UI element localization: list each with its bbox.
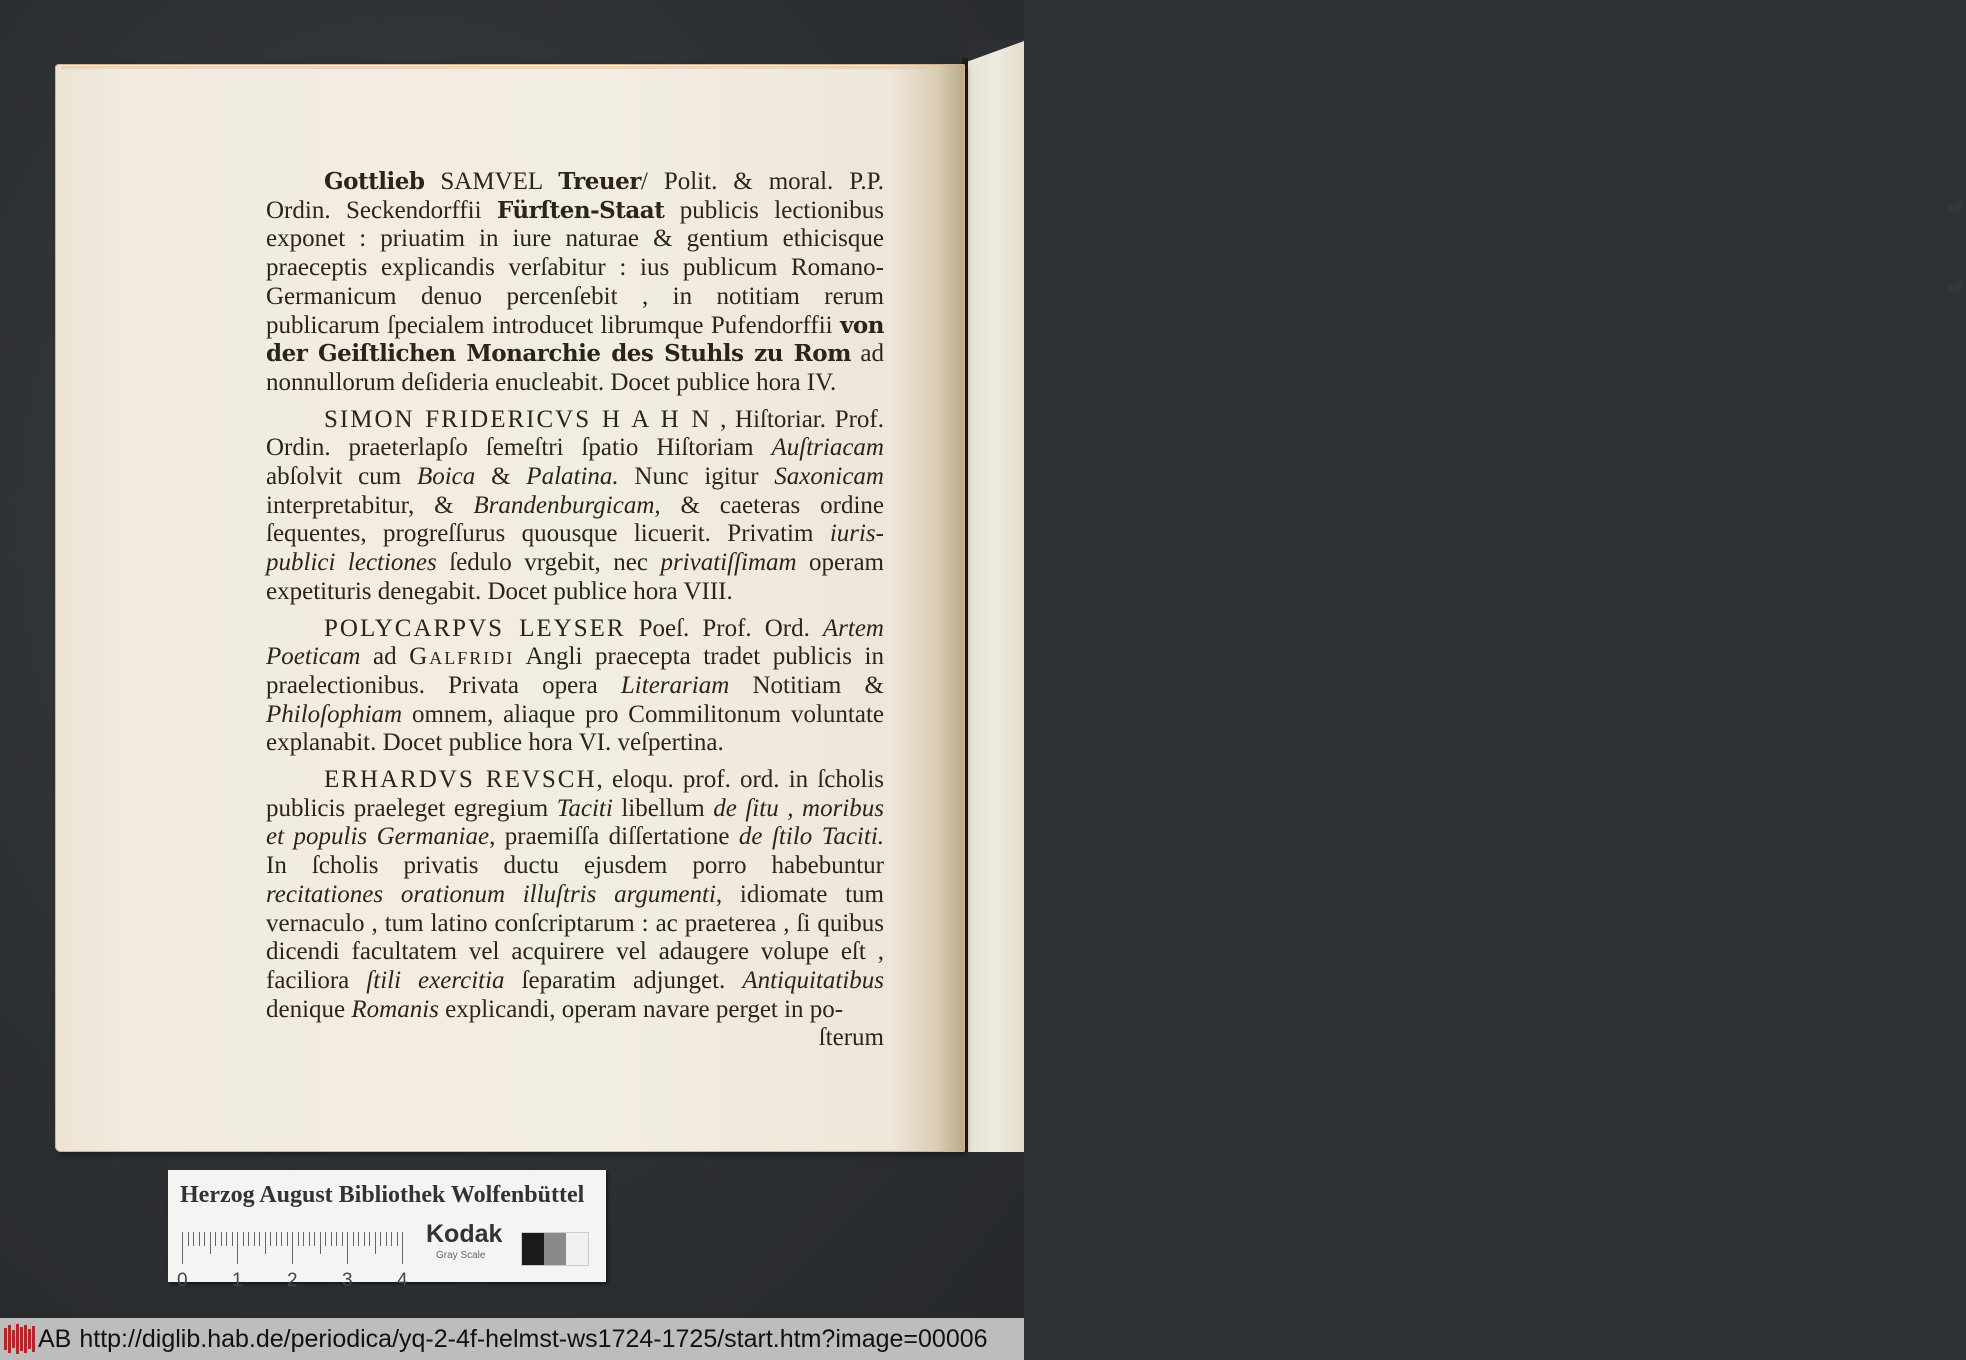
source-url-link[interactable]: http://diglib.hab.de/periodica/yq-2-4f-helmst-ws1724-1725/start.htm?image=00006	[79, 1324, 988, 1353]
ruler-tick	[320, 1232, 321, 1254]
italic-text: Romanis	[351, 995, 439, 1023]
ruler-tick	[193, 1232, 194, 1246]
ruler-tick	[375, 1232, 376, 1254]
bleed-through-text: ≡≡	[1945, 277, 1966, 298]
ruler-tick	[221, 1232, 222, 1246]
italic-text: Artem Poeticam	[266, 614, 884, 671]
ruler-tick	[287, 1232, 288, 1246]
ruler-tick	[303, 1232, 304, 1246]
body-text: & caeteras ordine ſequentes, progreſſurus quousque licuerit. Privatim	[266, 491, 884, 548]
ruler-tick	[276, 1232, 277, 1246]
body-text: omnem, aliaque pro Commilitonum voluntate explanabit. Docet publice hora VI. veſpertina.	[266, 700, 884, 757]
italic-text: Literariam	[620, 671, 730, 699]
italic-text: iuris-publici lectiones	[266, 520, 884, 577]
ruler-tick	[391, 1232, 392, 1246]
italic-text: Brandenburgicam,	[473, 491, 661, 519]
ruler-tick	[259, 1232, 260, 1246]
body-text: denique	[266, 995, 352, 1023]
gray-swatch	[566, 1233, 588, 1265]
source-url-footer	[0, 1318, 1024, 1360]
ruler-number: 1	[232, 1270, 243, 1291]
paragraph-leyser	[266, 615, 884, 759]
ruler-tick	[270, 1232, 271, 1246]
body-text: libellum	[612, 794, 714, 822]
ruler-tick	[232, 1232, 233, 1246]
body-text: ad	[360, 643, 410, 671]
ruler-tick	[325, 1232, 326, 1246]
body-text: In ſcholis privatis ductu ejusdem porro habebuntur	[266, 852, 884, 880]
adjacent-page-edge	[968, 40, 1966, 1152]
ruler-tick	[314, 1232, 315, 1246]
name-text: POLYCARPVS LEYSER	[324, 614, 626, 642]
ruler-tick	[292, 1232, 293, 1264]
page-text-block	[266, 168, 884, 1053]
bleed-through-text: ≡≡	[1945, 197, 1966, 218]
body-text: operam expetituris denegabit. Docet publice hora VIII.	[266, 549, 884, 605]
scale-ruler	[177, 1222, 408, 1291]
ruler-tick	[204, 1232, 205, 1246]
ruler-tick	[254, 1232, 255, 1246]
body-text: Angli praecepta tradet publicis in praelectionibus. Privata opera	[266, 643, 884, 699]
ruler-tick	[336, 1232, 337, 1246]
library-color-target-card	[168, 1170, 606, 1291]
paragraph-treuer	[266, 168, 884, 398]
ruler-tick	[347, 1232, 348, 1264]
body-text: ſeparatim adjunget.	[504, 966, 743, 994]
ruler-tick	[298, 1232, 299, 1246]
ruler-tick	[281, 1232, 282, 1246]
ruler-tick	[342, 1232, 343, 1246]
body-text: , eloqu. prof. ord. in ſcholis publicis praeleget egregium	[266, 766, 884, 822]
ruler-tick	[309, 1232, 310, 1246]
gray-scale-swatches	[521, 1232, 589, 1266]
italic-text: privatiſſimam	[660, 549, 797, 577]
name-text: Galfridi	[409, 643, 515, 671]
ruler-tick	[248, 1232, 249, 1246]
body-text: SAMVEL	[424, 168, 559, 195]
gray-swatch	[522, 1233, 544, 1265]
ruler-tick	[402, 1232, 403, 1264]
ruler-number: 4	[397, 1270, 408, 1291]
italic-text: Palatina.	[526, 463, 619, 491]
ruler-tick	[210, 1232, 211, 1254]
body-text: abſolvit cum	[266, 463, 417, 491]
ruler-tick	[243, 1232, 244, 1246]
ruler-tick	[331, 1232, 332, 1246]
ruler-tick	[386, 1232, 387, 1246]
url-prefix: AB	[38, 1324, 72, 1353]
name-text: ERHARDVS REVSCH	[324, 766, 597, 794]
body-text: , Hiſtoriar. Prof. Ordin. praeterlapſo ſemeſtri ſpatio Hiſtoriam	[266, 405, 884, 462]
ruler-tick	[358, 1232, 359, 1246]
fraktur-text: Treuer	[558, 168, 641, 195]
fraktur-text: von der Geiſtlichen Monarchie des Stuhls zu Rom	[266, 311, 884, 368]
body-text: , idiomate tum vernaculo , tum latino conſcriptarum : ac praeterea , ſi quibus dicendi facultatem vel acquirere vel adaugere volupe eſt , faciliora	[266, 880, 884, 994]
italic-text: ſtili exercitia	[366, 966, 505, 994]
body-text: / Polit. & moral. P.P. Ordin. Seckendorffii	[266, 168, 885, 224]
italic-text: Taciti	[556, 794, 613, 822]
ruler-tick	[364, 1232, 365, 1246]
italic-text: Auſtriacam	[771, 434, 884, 462]
ruler-number: 2	[287, 1270, 298, 1291]
kodak-brand: Kodak	[426, 1220, 503, 1248]
body-text: interpretabitur, &	[266, 491, 474, 519]
italic-text: de ſtilo Taciti.	[738, 823, 885, 851]
fraktur-text: Gottlieb	[324, 168, 425, 195]
ruler-number: 3	[342, 1270, 353, 1291]
name-text: SIMON FRIDERICVS H A H N	[324, 405, 712, 433]
body-text: Nunc igitur	[618, 463, 775, 491]
ruler-tick	[380, 1232, 381, 1246]
body-text: explicandi, operam navare perget in po-	[438, 995, 844, 1023]
body-text: publicis lectionibus exponet : priuatim in iure naturae & gentium ethicisque praeceptis explicandis verſabitur : ius publicum Romano-Germanicum denuo percenſebit , in notitiam rerum publicarum ſpecialem introducet librumque Pufendorffii	[266, 196, 884, 339]
body-text: Notitiam &	[729, 671, 884, 699]
italic-text: Boica	[416, 463, 476, 491]
body-text: ad nonnullorum deſideria enucleabit. Docet publice hora IV.	[266, 340, 884, 396]
ruler-tick	[182, 1232, 183, 1264]
italic-text: de ſitu , moribus et populis Germaniae	[266, 794, 884, 851]
body-text: , praemiſſa diſſertatione	[489, 823, 739, 851]
ruler-tick	[369, 1232, 370, 1246]
italic-text: Philoſophiam	[266, 700, 403, 728]
ruler-number: 0	[177, 1270, 188, 1291]
body-text: &	[475, 463, 527, 491]
fraktur-text: Fürſten-Staat	[496, 196, 665, 224]
ruler-tick	[199, 1232, 200, 1246]
ruler-tick	[353, 1232, 354, 1246]
ruler-tick	[188, 1232, 189, 1246]
body-text: ſedulo vrgebit, nec	[436, 549, 661, 577]
ruler-tick	[265, 1232, 266, 1254]
italic-text: Antiquitatibus	[742, 966, 884, 994]
italic-text: recitationes orationum illuſtris argumenti	[266, 880, 716, 908]
body-text: Poeſ. Prof. Ord.	[625, 614, 823, 642]
ruler-tick	[237, 1232, 238, 1264]
library-name: Herzog August Bibliothek Wolfenbüttel	[180, 1182, 585, 1208]
paragraph-reusch	[266, 766, 884, 1053]
ruler-tick	[215, 1232, 216, 1246]
catchword: ſterum	[818, 1024, 884, 1052]
paragraph-hahn	[266, 406, 884, 607]
ruler-tick	[397, 1232, 398, 1246]
italic-text: Saxonicam	[774, 463, 884, 491]
hab-logo-icon	[4, 1324, 36, 1354]
ruler-tick	[226, 1232, 227, 1246]
gray-swatch	[544, 1233, 566, 1265]
gray-scale-caption: Gray Scale	[436, 1250, 486, 1261]
